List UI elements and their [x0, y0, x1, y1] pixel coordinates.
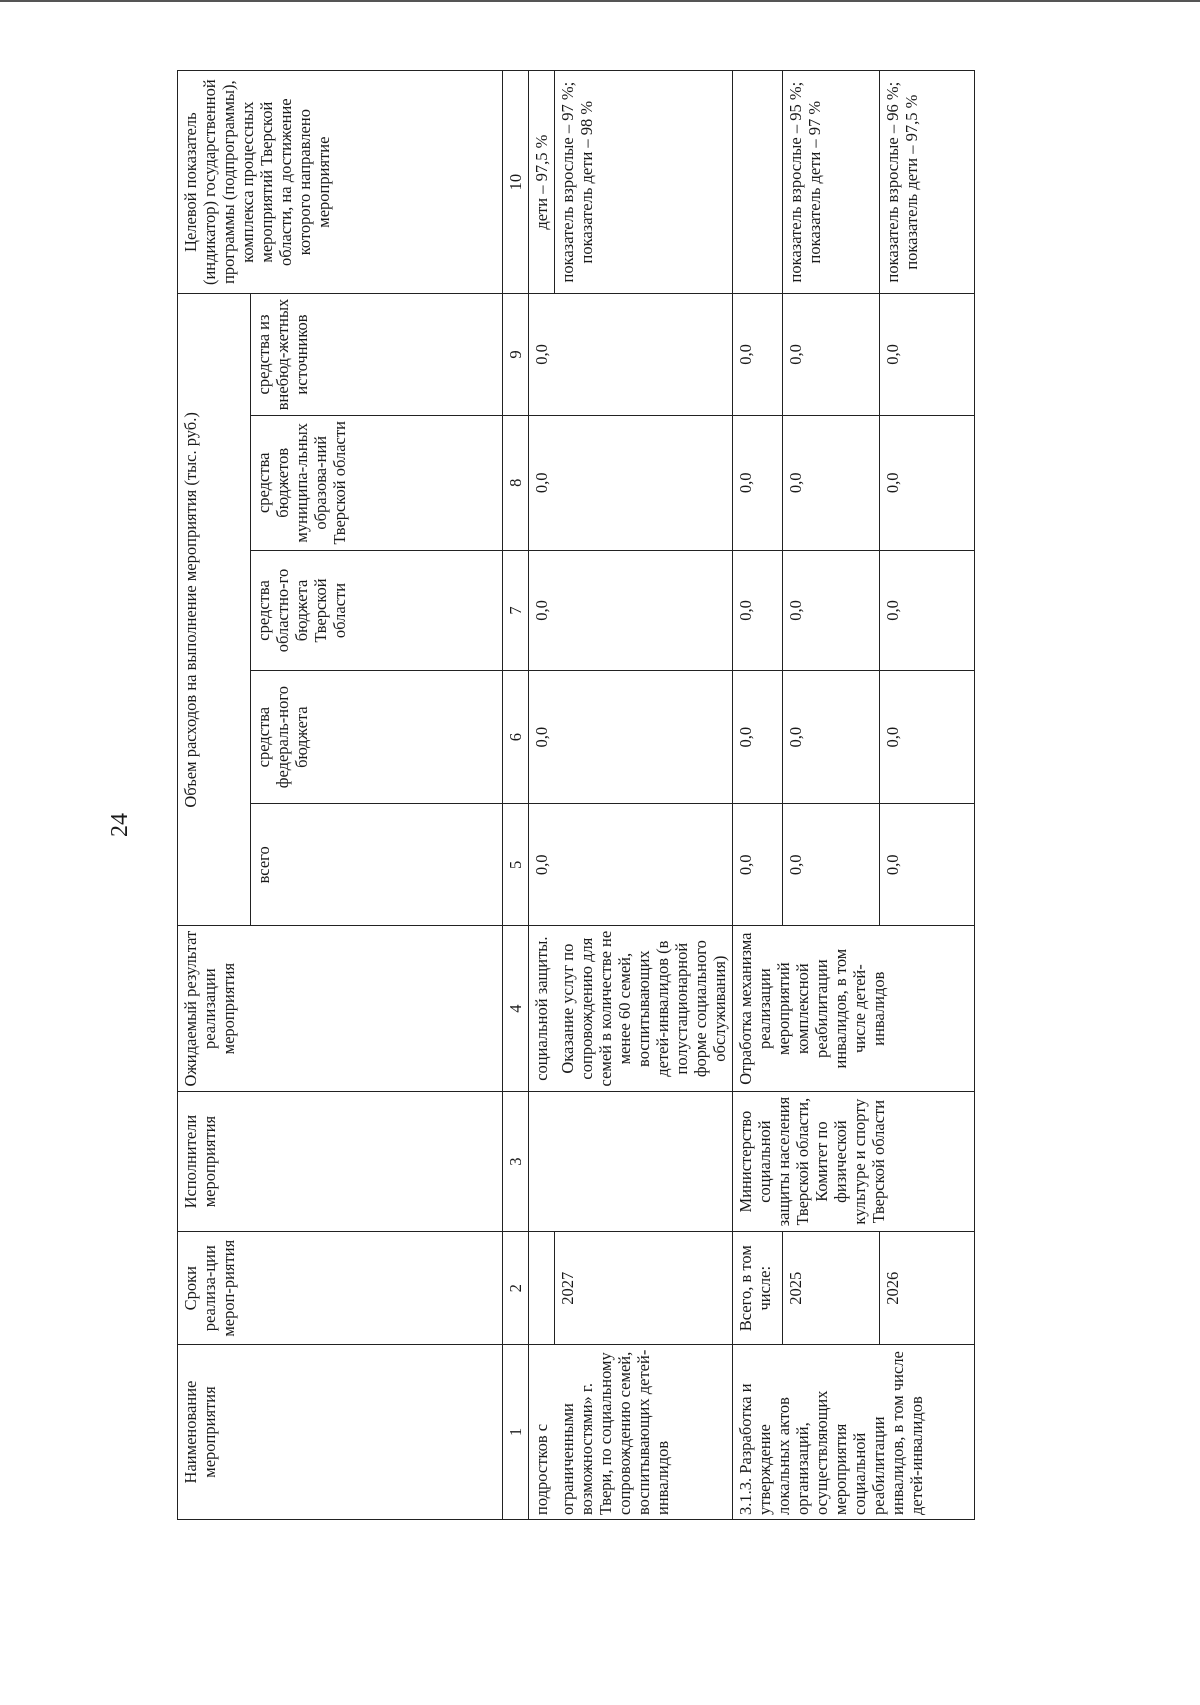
cell-regional: 0,0	[732, 550, 782, 670]
cell-municipal: 0,0	[782, 415, 879, 550]
table-row	[782, 71, 879, 1520]
cell-regional: 0,0	[782, 550, 879, 670]
cell-offbudget: 0,0	[782, 294, 879, 415]
cell-federal: 0,0	[782, 671, 879, 804]
page-number: 24	[107, 813, 133, 837]
measures-table	[177, 70, 975, 1520]
column-number: 5	[503, 804, 529, 926]
column-number: 10	[503, 71, 529, 294]
header-executors: Исполнители мероприятия	[178, 1091, 503, 1232]
cell-offbudget: 0,0	[879, 294, 974, 415]
cell-result: Отработка механизма реализации мероприятий комплексной реабилитации инвалидов, в том числе детей-инвалидов	[732, 926, 974, 1091]
column-number: 3	[503, 1091, 529, 1232]
cell-name: 3.1.3. Разработка и утверждение локальных актов организаций, осуществляющих мероприятия социальной реабилитации инвалидов, в том числе детей-инвалидов	[732, 1345, 974, 1520]
cell-executors	[529, 1091, 733, 1232]
cell-total: 0,0	[782, 804, 879, 926]
cell-total: 0,0	[529, 804, 733, 926]
cell-term: 2025	[782, 1232, 879, 1345]
cell-term: 2027	[555, 1232, 733, 1345]
cell-term	[529, 1232, 555, 1345]
cell-offbudget: 0,0	[732, 294, 782, 415]
cell-indicator: показатель взрослые – 95 %; показатель дети – 97 %	[782, 71, 879, 294]
cell-term: Всего, в том числе:	[732, 1232, 782, 1345]
cell-indicator	[732, 71, 782, 294]
column-number: 6	[503, 671, 529, 804]
header-regional: средства областно-го бюджета Тверской области	[251, 550, 503, 670]
cell-total: 0,0	[732, 804, 782, 926]
cell-municipal: 0,0	[879, 415, 974, 550]
column-number: 4	[503, 926, 529, 1091]
column-number: 2	[503, 1232, 529, 1345]
cell-total: 0,0	[879, 804, 974, 926]
cell-regional: 0,0	[529, 550, 733, 670]
table-row	[732, 71, 782, 1520]
cell-result: социальной защиты.	[529, 926, 555, 1091]
column-number: 7	[503, 550, 529, 670]
column-number: 1	[503, 1345, 529, 1520]
cell-municipal: 0,0	[529, 415, 733, 550]
table-row	[529, 71, 555, 1520]
scan-edge-line	[0, 0, 1200, 2]
header-terms: Сроки реализа-ции мероп-риятия	[178, 1232, 503, 1345]
header-municipal: средства бюджетов муниципа-льных образова-ний Тверской области	[251, 415, 503, 550]
table-row	[879, 71, 974, 1520]
cell-municipal: 0,0	[732, 415, 782, 550]
cell-name: ограниченными возможностями» г. Твери, по социальному сопровождению семей, воспитывающих детей-инвалидов	[555, 1345, 733, 1520]
column-numbers-row	[503, 71, 529, 1520]
header-federal: средства федераль-ного бюджета	[251, 671, 503, 804]
cell-offbudget: 0,0	[529, 294, 733, 415]
cell-federal: 0,0	[879, 671, 974, 804]
cell-executors: Министерство социальной защиты населения Тверской области, Комитет по физической культуре и спорту Тверской области	[732, 1091, 974, 1232]
column-number: 8	[503, 415, 529, 550]
header-result: Ожидаемый результат реализации мероприятия	[178, 926, 503, 1091]
cell-federal: 0,0	[732, 671, 782, 804]
cell-indicator: показатель взрослые – 97 %; показатель дети – 98 %	[555, 71, 733, 294]
cell-indicator: показатель взрослые – 96 %; показатель дети – 97,5 %	[879, 71, 974, 294]
column-number: 9	[503, 294, 529, 415]
cell-term: 2026	[879, 1232, 974, 1345]
header-indicator: Целевой показатель (индикатор) государственной программы (подпрограммы), комплекса процессных мероприятий Тверской области, на достижение которого направлено мероприятие	[178, 71, 503, 294]
cell-result: Оказание услуг по сопровождению для семей в количестве не менее 60 семей, воспитывающих детей-инвалидов (в полустационарной форме социального обслуживания)	[555, 926, 733, 1091]
cell-indicator: дети – 97,5 %	[529, 71, 555, 294]
rotated-table-container	[177, 70, 1200, 1520]
cell-federal: 0,0	[529, 671, 733, 804]
header-offbudget: средства из внебюд-жетных источников	[251, 294, 503, 415]
header-name: Наименование мероприятия	[178, 1345, 503, 1520]
cell-name: подростков с	[529, 1345, 555, 1520]
cell-regional: 0,0	[879, 550, 974, 670]
header-volume: Объем расходов на выполнение мероприятия (тыс. руб.)	[178, 294, 251, 926]
header-total: всего	[251, 804, 503, 926]
